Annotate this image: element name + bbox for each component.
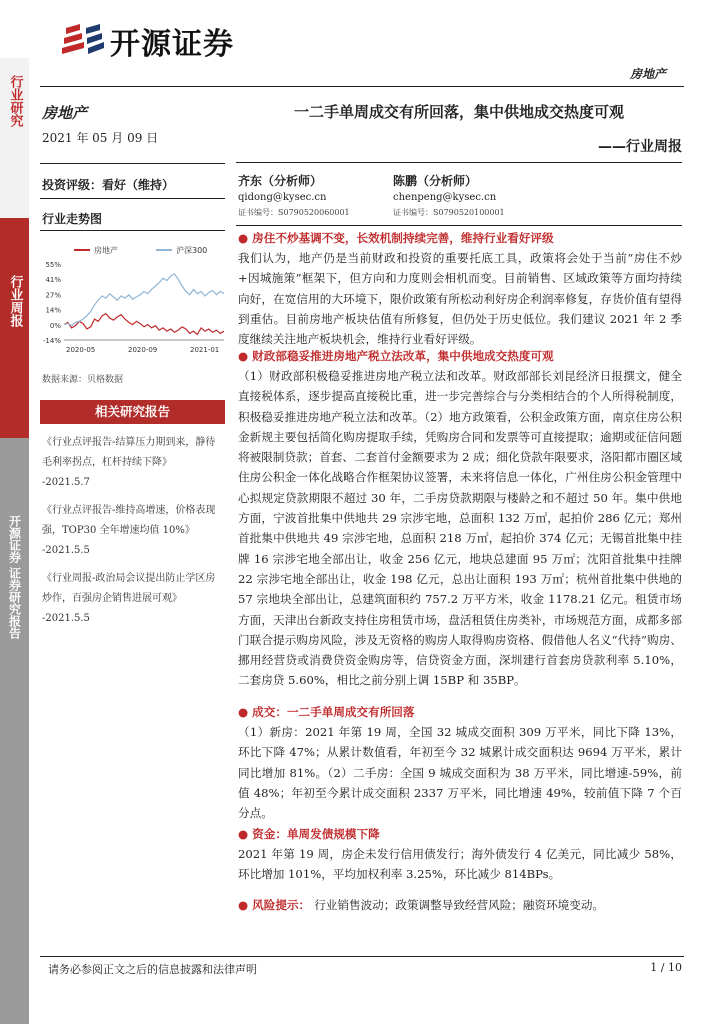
report-subtitle: ——行业周报 [598, 139, 682, 155]
sidebar-middle-label: 行业周报 [7, 275, 23, 327]
analyst-cert: 证书编号：S0790520060001 [238, 208, 350, 217]
brand-logo-icon [60, 18, 104, 58]
y-tick-label: 27% [45, 291, 61, 300]
section-5 [238, 894, 682, 915]
trend-title: 行业走势图 [42, 212, 103, 226]
related-title: 相关研究报告 [94, 404, 170, 419]
bullet-icon: ● [238, 349, 249, 363]
series-line [64, 314, 224, 335]
left-sector: 房地产 [42, 104, 88, 122]
section-4 [238, 826, 682, 885]
trend-chart [38, 240, 230, 365]
x-tick-label: 2020-09 [128, 346, 158, 354]
related-list [42, 433, 225, 629]
section-body: 2021 年第 19 周，房企未发行信用债发行；海外债发行 4 亿美元，同比减少 58%，环比增加 101%，平均加权利率 3.25%，环比减少 814BPs。 [238, 847, 682, 882]
section-title: ● 财政部稳妥推进房地产税立法改革，集中供地成交热度可观 [238, 349, 554, 363]
rating: 投资评级：看好（维持） [42, 178, 175, 192]
analyst-email[interactable]: qidong@kysec.cn [238, 192, 327, 203]
analyst-cert: 证书编号：S0790520100001 [393, 208, 505, 217]
analyst-name: 齐东（分析师） [238, 174, 323, 188]
section-2 [238, 348, 682, 691]
analyst-2 [393, 172, 563, 218]
related-title-bar [40, 400, 225, 424]
y-tick-label: 0% [49, 321, 61, 330]
left-rule-1 [40, 163, 225, 164]
x-tick-label: 2020-05 [66, 346, 96, 354]
legend-label: 房地产 [94, 246, 118, 255]
footer-rule [40, 956, 684, 957]
footer-disclaimer[interactable]: 请务必参阅正文之后的信息披露和法律声明 [48, 963, 257, 976]
analyst-name: 陈鹏（分析师） [393, 174, 478, 188]
section-title: ● 资金：单周发债规模下降 [238, 827, 380, 841]
section-body: 行业销售波动；政策调整导致经营风险；融资环境变动。 [314, 898, 605, 912]
section-title: ● 房住不炒基调不变，长效机制持续完善，维持行业看好评级 [238, 231, 554, 245]
sidebar-top-label: 行业研究 [7, 75, 23, 127]
related-item[interactable]: 《行业点评报告-维持高增速，价格表现强，TOP30 全年增速均值 10%》 -2021.5.5 [42, 505, 216, 556]
analyst-email[interactable]: chenpeng@kysec.cn [393, 192, 497, 203]
section-body: （1）财政部积极稳妥推进房地产税立法和改革。财政部部长刘昆经济日报撰文，健全直接税体系，逐步提高直接税比重，进一步完善综合与分类相结合的个人所得税制度，积极稳妥推进房地产税立法和改革。（2）地方政策看，公积金政策方面，南京住房公积金新规主要包括简化购房提取手续，凭购房合同和发票等可直接提取；逾期或征信问题将被限制贷款；首套、二套首付金额要求为 2 成；细化贷款年限要求，洛阳都市圈区域住房公积金一体化战略合作框架协议签署，未来将信息一体化，广州住房公积金管理中心拟规定贷款期限不超过 30 年，二手房贷款期限与楼龄之和不超过 50 年。集中供地方面，宁波首批集中供地共 29 宗涉宅地，总面积 132 万㎡，起拍价 286 亿元；郑州首批集中供地共 49 宗涉宅地，总面积 218 万㎡，起拍价 374 亿元；无锡首批集中挂牌 16 宗涉宅地全部出让，收金 256 亿元，地块总建面 95 万㎡；沈阳首批集中挂牌 22 宗涉宅地全部出让，收金 198 亿元，总出让面积 193 万㎡；杭州首批集中供地的 57 宗地块全部出让，总建筑面积约 757.2 万平方米，收金 1178.21 亿元。租赁市场方面，天津出台新政支持住房租赁市场，盘活租赁住房类补，市场规范方面，成都多部门联合提示购房风险，涉及无资格的购房人取得购房资格、假借他人名义“代持”购房、挪用经营贷或消费贷资金购房等，信贷资金方面，深圳建行首套房贷款利率 5.10%，二套房贷 5.60%，相比之前分别上调 15BP 和 35BP。 [238, 369, 682, 688]
bullet-icon: ● [238, 231, 249, 245]
y-tick-label: 55% [45, 261, 61, 269]
left-rule-2 [40, 198, 225, 199]
left-date: 2021 年 05 月 09 日 [42, 131, 159, 145]
analyst-1 [238, 172, 388, 218]
brand-logo [60, 18, 280, 62]
y-tick-label: -14% [42, 337, 61, 345]
section-body: （1）新房：2021 年第 19 周，全国 32 城成交面积 309 万平米，同比下降 13%，环比下降 47%；从累计数值看，年初至今 32 城累计成交面积达 9694 万平米，累计同比增加 81%。（2）二手房：全国 9 城成交面积为 38 万平米，同比增速-59%，前值 48%；年初至今累计成交面积 2337 万平米，同比增速 49%，较前值下降 7 个百分点。 [238, 725, 682, 821]
series-line [64, 274, 224, 326]
sidebar-bottom-label: 开源证券 证券研究报告 [7, 515, 22, 640]
section-3 [238, 704, 682, 823]
header-sector-tag: 房地产 [630, 67, 667, 81]
y-tick-label: 41% [45, 276, 61, 285]
legend-label: 沪深300 [176, 246, 208, 255]
report-title: 一二手单周成交有所回落，集中供地成交热度可观 [293, 103, 624, 121]
bullet-icon: ● [238, 827, 249, 841]
header-rule [40, 86, 684, 87]
section-1 [238, 230, 682, 349]
section-body: 我们认为，地产仍是当前财政和投资的重要托底工具，政策将会处于当前“房住不炒+因城施策”框架下，但方向和力度则会相机而变。目前销售、区域政策等方面均持续向好，在宽信用的大环境下，限价政策有所松动利好房企利润率修复，存货价值有望得到重估。目前房地产板块估值有所修复，但仍处于历史低位。我们建议 2021 年 2 季度继续关注地产板块机会，维持行业看好评级。 [238, 251, 682, 347]
section-title: ● 风险提示： [238, 898, 311, 912]
left-rule-3 [40, 230, 225, 231]
bullet-icon: ● [238, 705, 249, 719]
analyst-rule [236, 225, 682, 226]
related-item[interactable]: 《行业点评报告-结算压力期到来，静待毛利率拐点，杠杆持续下降》 -2021.5.7 [42, 437, 216, 488]
page-number: 1 / 10 [650, 961, 682, 974]
brand-name: 开源证券 [110, 27, 234, 62]
related-item[interactable]: 《行业周报-政治局会议提出防止学区房炒作，百强房企销售进展可观》 -2021.5.5 [42, 573, 216, 624]
bullet-icon: ● [238, 898, 249, 912]
section-title: ● 成交：一二手单周成交有所回落 [238, 705, 415, 719]
title-rule [236, 162, 682, 163]
data-source: 数据来源：贝格数据 [42, 375, 124, 385]
x-tick-label: 2021-01 [190, 346, 220, 354]
y-tick-label: 14% [45, 306, 61, 315]
